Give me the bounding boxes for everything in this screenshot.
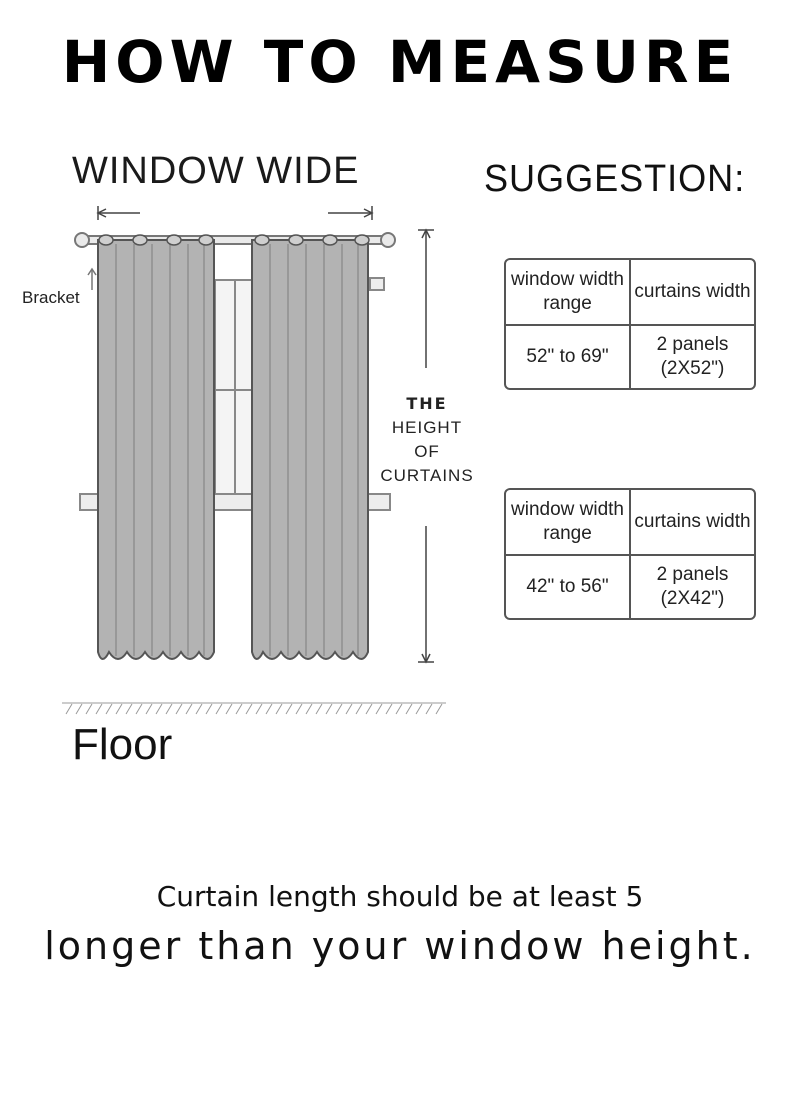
window-width-range-value: 52" to 69" (506, 326, 631, 388)
right-curtain-panel (252, 235, 369, 659)
header-curtains-width: curtains width (634, 511, 751, 532)
suggestion-heading: SUGGESTION: (484, 158, 746, 200)
suggestion-table-2 (504, 488, 756, 620)
floor-label: Floor (72, 720, 173, 769)
left-curtain-panel (98, 235, 214, 659)
window-width-range-value: 42" to 56" (506, 556, 631, 618)
height-label-line-2: HEIGHT (391, 418, 463, 437)
curtains-width-value: 2 panels (2X42") (656, 564, 729, 609)
table-row (506, 556, 754, 618)
table-header-row (506, 260, 754, 326)
window-wide-label: WINDOW WIDE (72, 150, 360, 192)
height-label-line-4: CURTAINS (380, 466, 474, 485)
curtains-width-value: 2 panels (2X52") (656, 334, 729, 379)
floor-hatch (62, 703, 446, 714)
header-window-width-range: window width range (506, 260, 631, 324)
width-arrows (98, 206, 372, 220)
note-line-2: longer than your window height. (44, 924, 756, 968)
table-row (506, 326, 754, 388)
height-of-curtains-label (368, 392, 486, 488)
bracket-arrow (88, 269, 96, 290)
suggestion-table-1 (504, 258, 756, 390)
page-title: HOW TO MEASURE (61, 28, 739, 96)
header-curtains-width: curtains width (634, 281, 751, 302)
header-window-width-range: window width range (506, 490, 631, 554)
table-header-row (506, 490, 754, 556)
bracket-label: Bracket (22, 288, 80, 307)
note-line-1: Curtain length should be at least 5 (156, 880, 644, 913)
height-label-line-1: THE (406, 394, 448, 413)
height-label-line-3: OF (414, 442, 440, 461)
